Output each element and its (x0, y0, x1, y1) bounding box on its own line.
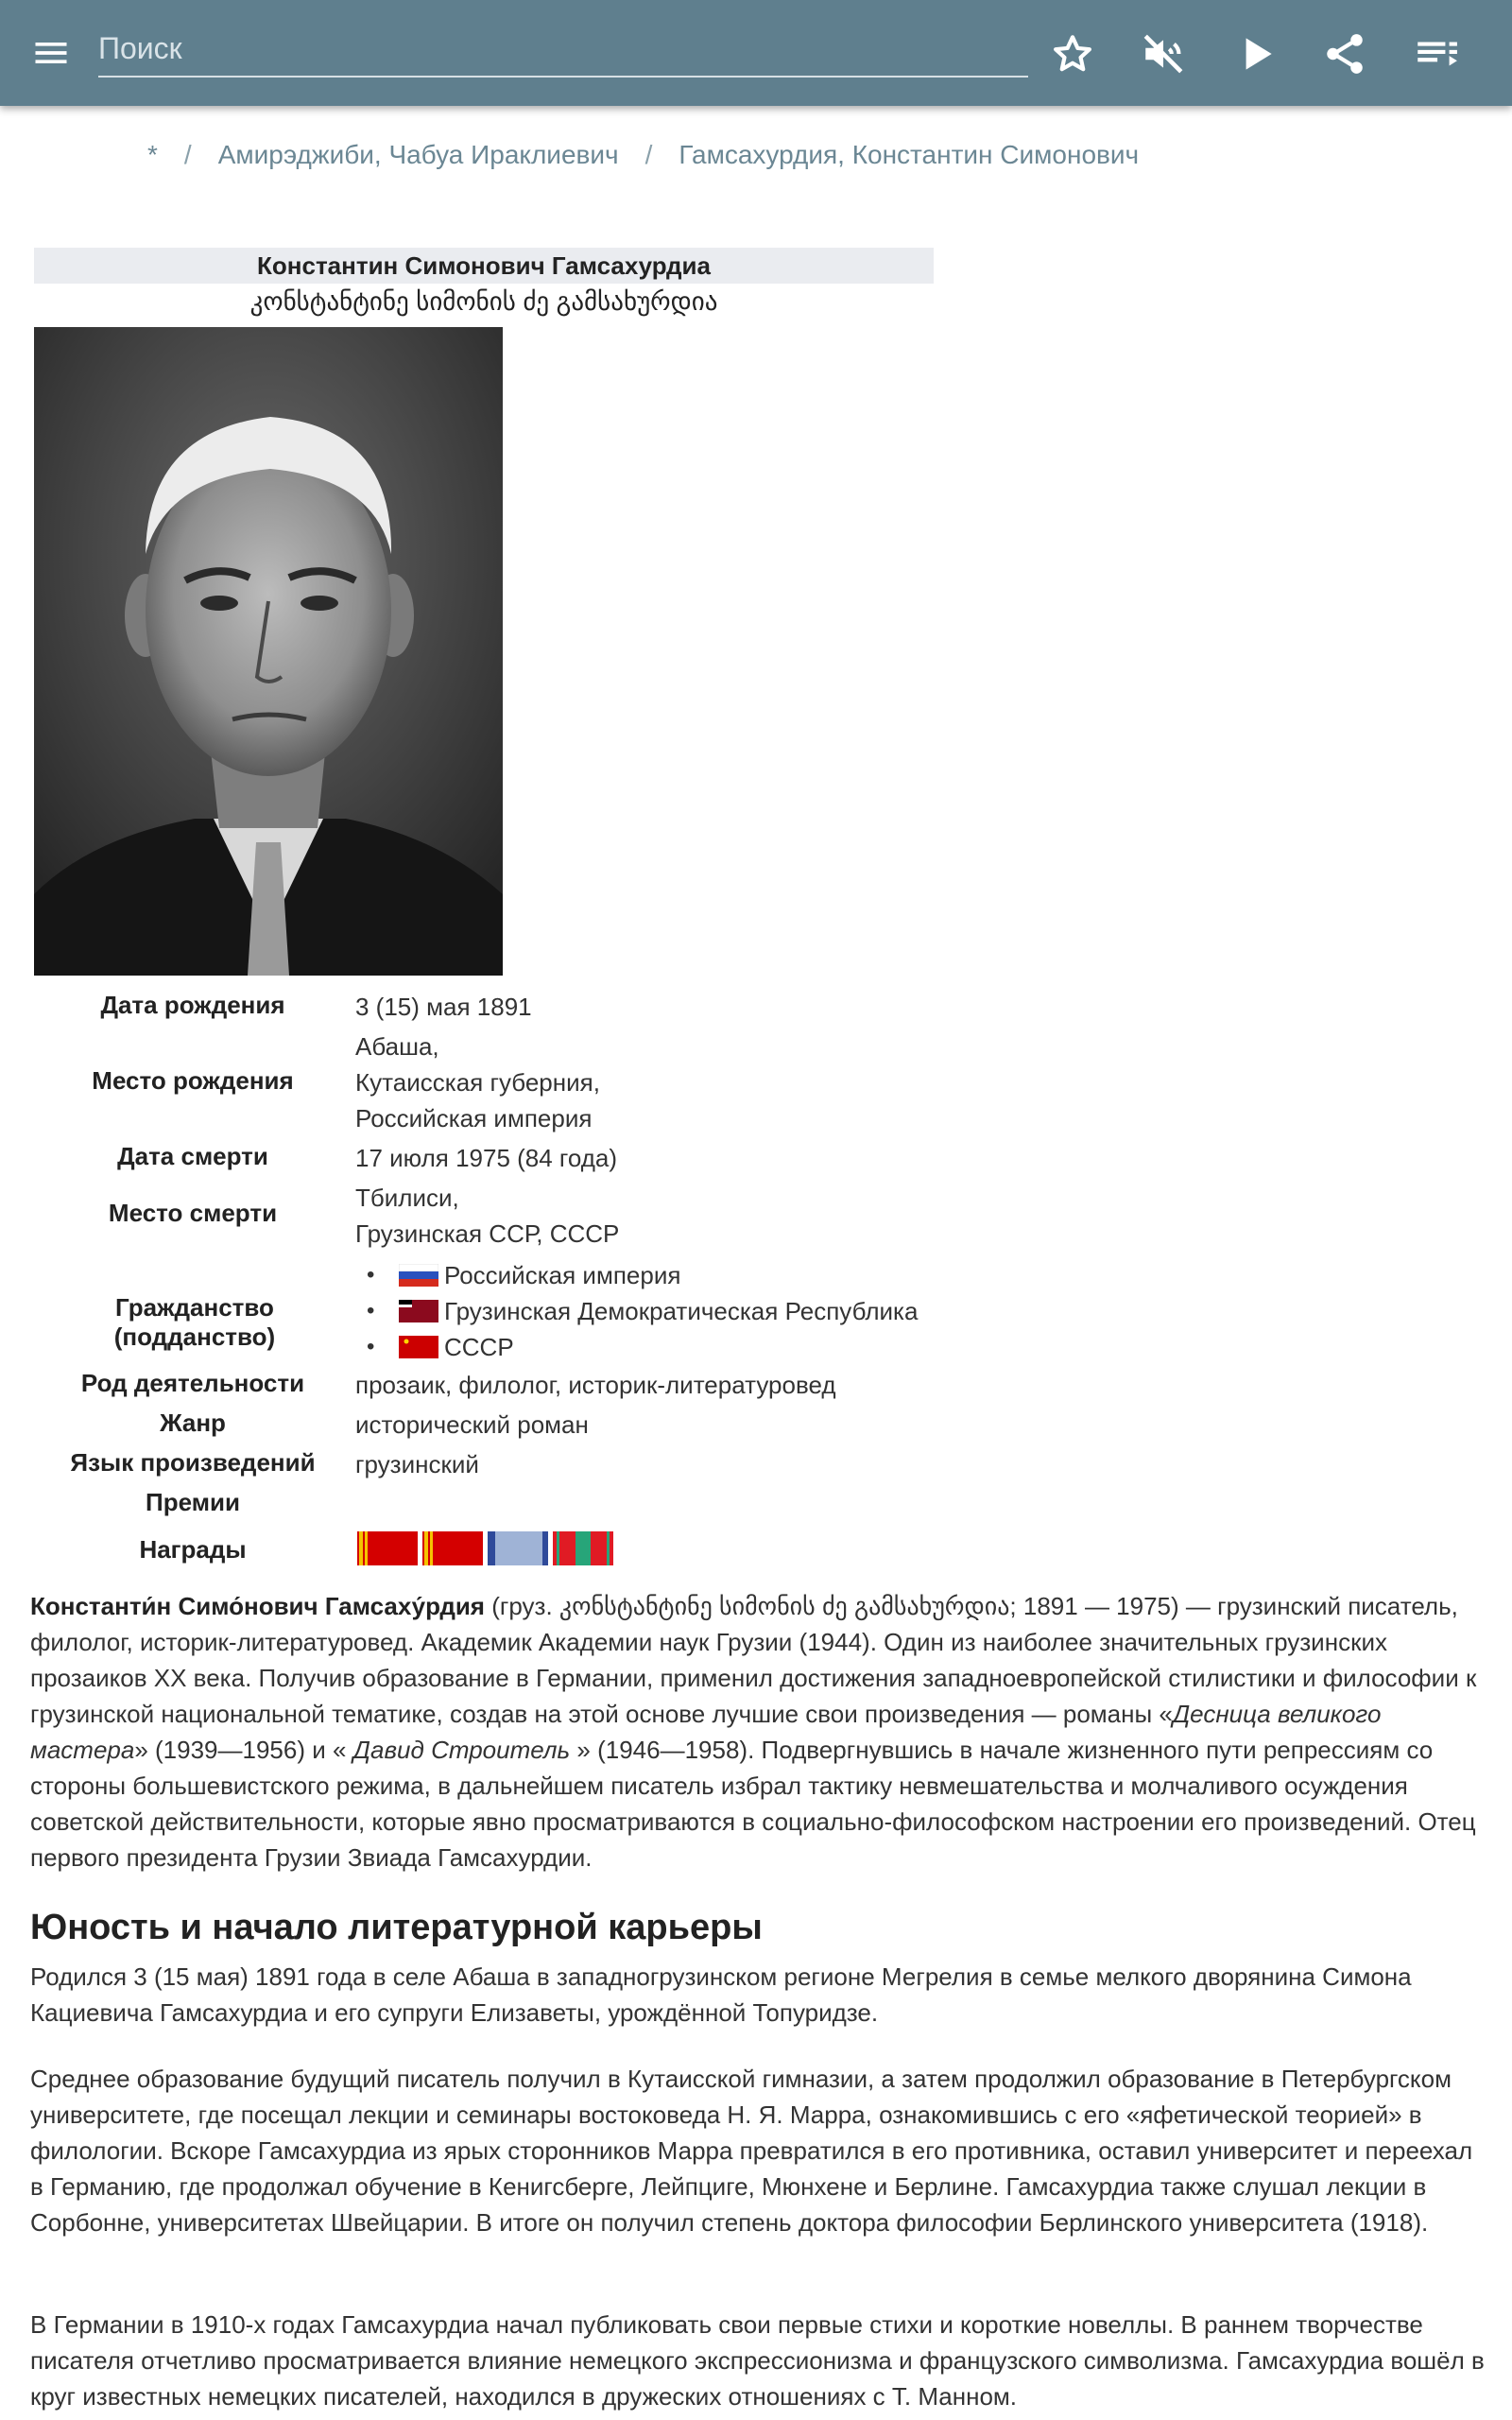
app-bar (0, 0, 1512, 106)
row-value-death-date (355, 1140, 617, 1176)
bullet: • (367, 1262, 375, 1288)
lead-text: (груз. კონსტანტინე სიმონის ძე გამსახურდია; 1891 — 1975) — грузинский писатель, филолог, историк-литературовед. Академик Академии наук Грузии (1944). Один из наиболее значительных грузинских прозаиков XX века. Получив образование в Германии, применил достижения западноевропейской стилистики и философии к грузинской национальной тематике, создав на этой основе лучшие свои произведения — романы « (30, 1592, 1477, 1728)
row-label-genre: Жанр (160, 1409, 226, 1437)
citizenship-russian-empire[interactable]: Российская империя (444, 1261, 681, 1289)
infobox-native-name: კონსტანტინე სიმონის ძე გამსახურდია (249, 287, 718, 316)
row-label-citizenship: Гражданство (подданство) (113, 1293, 276, 1351)
play-icon[interactable] (1232, 30, 1280, 78)
lead-text: » (1939—1956) и « (134, 1736, 347, 1764)
row-label-death-place: Место смерти (108, 1199, 278, 1227)
breadcrumb-separator: / (644, 140, 653, 169)
row-value-birth-date (355, 989, 532, 1025)
citizenship-item (367, 1293, 918, 1329)
breadcrumb (147, 140, 1139, 170)
row-label-awards: Награды (139, 1535, 247, 1564)
russian-empire-flag-icon (399, 1264, 438, 1287)
menu-icon[interactable] (30, 32, 72, 74)
row-label-language: Язык произведений (70, 1448, 316, 1477)
citizenship-item (367, 1257, 918, 1293)
death-place-line[interactable]: Грузинская ССР, СССР (355, 1219, 620, 1248)
breadcrumb-item[interactable]: Амирэджиби, Чабуа Ираклиевич (217, 140, 619, 169)
birth-place-line[interactable]: Абаша, (355, 1032, 439, 1061)
citizenship-georgian-republic[interactable]: Грузинская Демократическая Республика (444, 1297, 919, 1325)
breadcrumb-item-current[interactable]: Гамсахурдия, Константин Симонович (679, 140, 1140, 169)
award-ribbons (357, 1531, 618, 1565)
breadcrumb-home[interactable]: * (147, 140, 158, 169)
row-label-birth-date: Дата рождения (100, 991, 285, 1019)
row-value-genre (355, 1407, 589, 1443)
portrait-photo[interactable] (34, 327, 503, 976)
language-value[interactable]: грузинский (355, 1450, 479, 1478)
share-icon[interactable] (1321, 30, 1368, 78)
volume-off-icon[interactable] (1140, 30, 1187, 78)
lead-text: » (1946—1958). Подвергнувшись в начале жизненного пути репрессиям со стороны большевистского режима, в дальнейшем писатель избрал тактику невмешательства и молчаливого осуждения советской действительности, которые явно просматриваются в социально-философском настроении его произведений. Отец первого президента Грузии Звиада Гамсахурдии. (30, 1736, 1476, 1872)
row-value-language (355, 1446, 479, 1482)
georgian-republic-flag-icon (399, 1300, 438, 1322)
ussr-flag-icon (399, 1336, 438, 1358)
row-value-birth-place (355, 1028, 600, 1136)
birth-place-line[interactable]: Кутаисская губерния, (355, 1068, 600, 1097)
citizenship-ussr[interactable]: СССР (444, 1333, 514, 1361)
novel-title-link[interactable]: Десница великого мастера (30, 1700, 1382, 1764)
bullet: • (367, 1334, 375, 1359)
death-place-line[interactable]: Тбилиси, (355, 1184, 459, 1212)
novel-title-link[interactable]: Давид Строитель (346, 1736, 577, 1764)
article-subject-name: Константи́н Симо́нович Гамсаху́рдия (30, 1592, 485, 1620)
birth-date-value[interactable]: 3 (15) мая 1891 (355, 993, 532, 1021)
article-paragraph: Родился 3 (15 мая) 1891 года в селе Абаша в западногрузинском регионе Мегрелия в семье мелкого дворянина Симона Кациевича Гамсахурдиа и его супруги Елизаветы, урождённой Топуридзе. (30, 1962, 1412, 2027)
citizenship-item (367, 1329, 918, 1365)
section-heading: Юность и начало литературной карьеры (30, 1908, 763, 1947)
bullet: • (367, 1298, 375, 1323)
row-value-citizenship (367, 1257, 918, 1365)
death-date-value[interactable]: 17 июля 1975 (84 года) (355, 1144, 618, 1172)
infobox-title: Константин Симонович Гамсахурдиа (34, 248, 934, 284)
row-value-death-place (355, 1180, 619, 1252)
order-of-red-banner-of-labour-ribbon-icon[interactable] (488, 1531, 548, 1565)
genre-value[interactable]: исторический роман (355, 1410, 589, 1439)
order-of-badge-of-honour-ribbon-icon[interactable] (553, 1531, 613, 1565)
search-input[interactable] (98, 21, 1028, 78)
star-outline-icon[interactable] (1049, 30, 1096, 78)
row-label-death-date: Дата смерти (117, 1142, 268, 1170)
row-value-occupation (355, 1367, 836, 1403)
row-label-occupation: Род деятельности (80, 1369, 305, 1397)
order-of-lenin-ribbon-icon[interactable] (357, 1531, 418, 1565)
article-paragraph: В Германии в 1910-х годах Гамсахурдиа начал публиковать свои первые стихи и короткие новеллы. В раннем творчестве писателя отчетливо просматривается влияние немецкого экспрессионизма и французского символизма. Гамсахурдиа вошёл в круг известных немецких писателей, находился в дружеских отношениях с Т. Манном. (30, 2310, 1485, 2411)
breadcrumb-separator: / (183, 140, 192, 169)
row-label-birth-place: Место рождения (92, 1066, 294, 1095)
birth-place-line[interactable]: Российская империя (355, 1104, 593, 1132)
order-of-lenin-ribbon-icon[interactable] (422, 1531, 483, 1565)
row-label-prizes: Премии (146, 1488, 240, 1516)
article-paragraph: Среднее образование будущий писатель получил в Кутаисской гимназии, а затем продолжил образование в Петербургском университете, где посещал лекции и семинары востоковеда Н. Я. Марра, ознакомившись с его «яфетической теорией» в филологии. Вскоре Гамсахурдиа из ярых сторонников Марра превратился в его противника, оставил университет и переехал в Германию, где продолжал обучение в Кенигсберге, Лейпциге, Мюнхене и Берлине. Гамсахурдиа также слушал лекции в Сорбонне, университетах Швейцарии. В итоге он получил степень доктора философии Берлинского университета (1918). (30, 2065, 1473, 2237)
occupation-value[interactable]: прозаик, филолог, историк-литературовед (355, 1371, 836, 1399)
playlist-icon[interactable] (1412, 30, 1459, 78)
article-lead (30, 1588, 1486, 1876)
